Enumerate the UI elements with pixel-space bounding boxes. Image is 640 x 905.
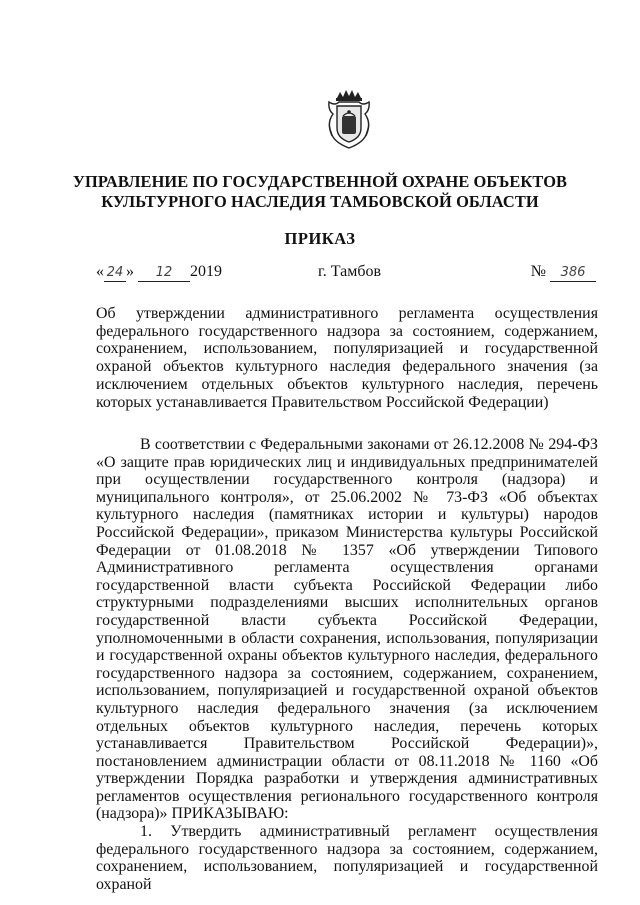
order-item-1: 1. Утвердить административный регламент осуществления федерального государственного надзора за состоянием, содержанием, сохранением, использованием, популяризацией и государственной охраной <box>96 823 598 893</box>
agency-title <box>60 172 580 212</box>
order-subject: Об утверждении административного регламента осуществления федерального государственного надзора за состоянием, содержанием, сохранением, использованием, популяризацией и государственной охраной объектов культурного наследия федерального значения (за исключением отдельных объектов культурного наследия, перечень которых устанавливается Правительством Российской Федерации) <box>96 305 598 411</box>
date-month: 12 <box>138 265 190 282</box>
document-type: ПРИКАЗ <box>284 229 356 248</box>
date-day: 24 <box>104 265 126 282</box>
order-number <box>531 262 596 282</box>
preamble-paragraph: В соответствии с Федеральными законами от 26.12.2008 № 294-ФЗ «О защите прав юридических лиц и индивидуальных предпринимателей при осуществлении государственного контроля (надзора) и муниципального контроля», от 25.06.2002 № 73-ФЗ «Об объектах культурного наследия (памятниках истории и культуры) народов Российской Федерации», приказом Министерства культуры Российской Федерации от 01.08.2018 № 1357 «Об утверждении Типового Административного регламента осуществления органами государственной власти субъекта Российской Федерации либо структурными подразделениями высших исполнительных органов государственной власти субъекта Российской Федерации, уполномоченными в области сохранения, использования, популяризации и государственной охраны объектов культурного наследия, федерального государственного надзора за состоянием, содержанием, сохранением, использованием, популяризацией и государственной охраной объектов культурного наследия федерального значения (за исключением отдельных объектов культурного наследия, перечень которых устанавливается Правительством Российской Федерации)», постановлением администрации области от 08.11.2018 № 1160 «Об утверждении Порядка разработки и утверждения административных регламентов осуществления регионального государственного контроля (надзора)» ПРИКАЗЫВАЮ: <box>96 436 598 823</box>
agency-line-1: УПРАВЛЕНИЕ ПО ГОСУДАРСТВЕННОЙ ОХРАНЕ ОБЪЕКТОВ <box>72 172 568 191</box>
number-label: № <box>530 263 546 280</box>
agency-line-2: КУЛЬТУРНОГО НАСЛЕДИЯ ТАМБОВСКОЙ ОБЛАСТИ <box>101 192 539 211</box>
order-city: г. Тамбов <box>318 263 382 280</box>
number-value: 386 <box>550 265 596 282</box>
order-body <box>96 436 598 893</box>
date-quote-close: » <box>126 263 134 280</box>
coat-of-arms-emblem <box>323 88 375 150</box>
date-quote-open: « <box>96 263 104 280</box>
date-year: 2019 <box>190 263 222 280</box>
order-date <box>96 262 222 282</box>
